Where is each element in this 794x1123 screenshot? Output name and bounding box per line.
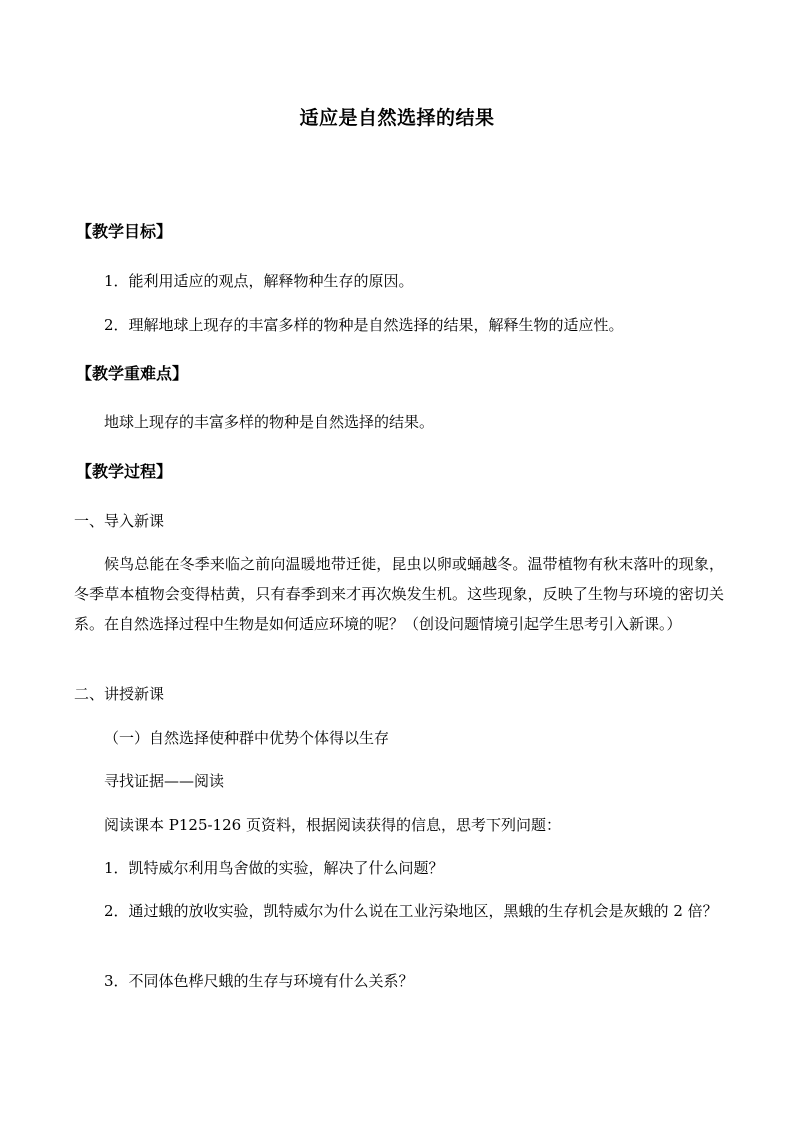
- process-heading: 【教学过程】: [76, 462, 173, 481]
- subsection-1-heading: （一）自然选择使种群中优势个体得以生存: [104, 729, 390, 747]
- key-point-text: 地球上现存的丰富多样的物种是自然选择的结果。: [104, 413, 435, 431]
- objective-item-2: 2．理解地球上现存的丰富多样的物种是自然选择的结果，解释生物的适应性。: [104, 316, 624, 334]
- key-points-heading: 【教学重难点】: [76, 364, 189, 383]
- evidence-label: 寻找证据——阅读: [104, 772, 225, 790]
- reading-instruction: 阅读课本 P125-126 页资料，根据阅读获得的信息，思考下列问题：: [104, 816, 561, 834]
- question-2: 2．通过蛾的放收实验，凯特威尔为什么说在工业污染地区，黑蛾的生存机会是灰蛾的 2 倍？: [104, 902, 718, 920]
- objectives-heading: 【教学目标】: [76, 222, 173, 241]
- question-1: 1．凯特威尔利用鸟舍做的实验，解决了什么问题？: [104, 859, 444, 877]
- part-2-heading: 二、讲授新课: [74, 685, 165, 703]
- objective-item-1: 1．能利用适应的观点，解释物种生存的原因。: [104, 272, 414, 290]
- part-1-heading: 一、导入新课: [74, 512, 165, 530]
- question-3: 3．不同体色桦尺蛾的生存与环境有什么关系？: [104, 972, 414, 990]
- document-title: 适应是自然选择的结果: [299, 107, 495, 129]
- part-1-paragraph: 候鸟总能在冬季来临之前向温暖地带迁徙，昆虫以卵或蛹越冬。温带植物有秋末落叶的现象，冬季草本植物会变得枯黄，只有春季到来才再次焕发生机。这些现象，反映了生物与环境的密切关系。在自然选择过程中生物是如何适应环境的呢？（创设问题情境引起学生思考引入新课。）: [74, 555, 724, 633]
